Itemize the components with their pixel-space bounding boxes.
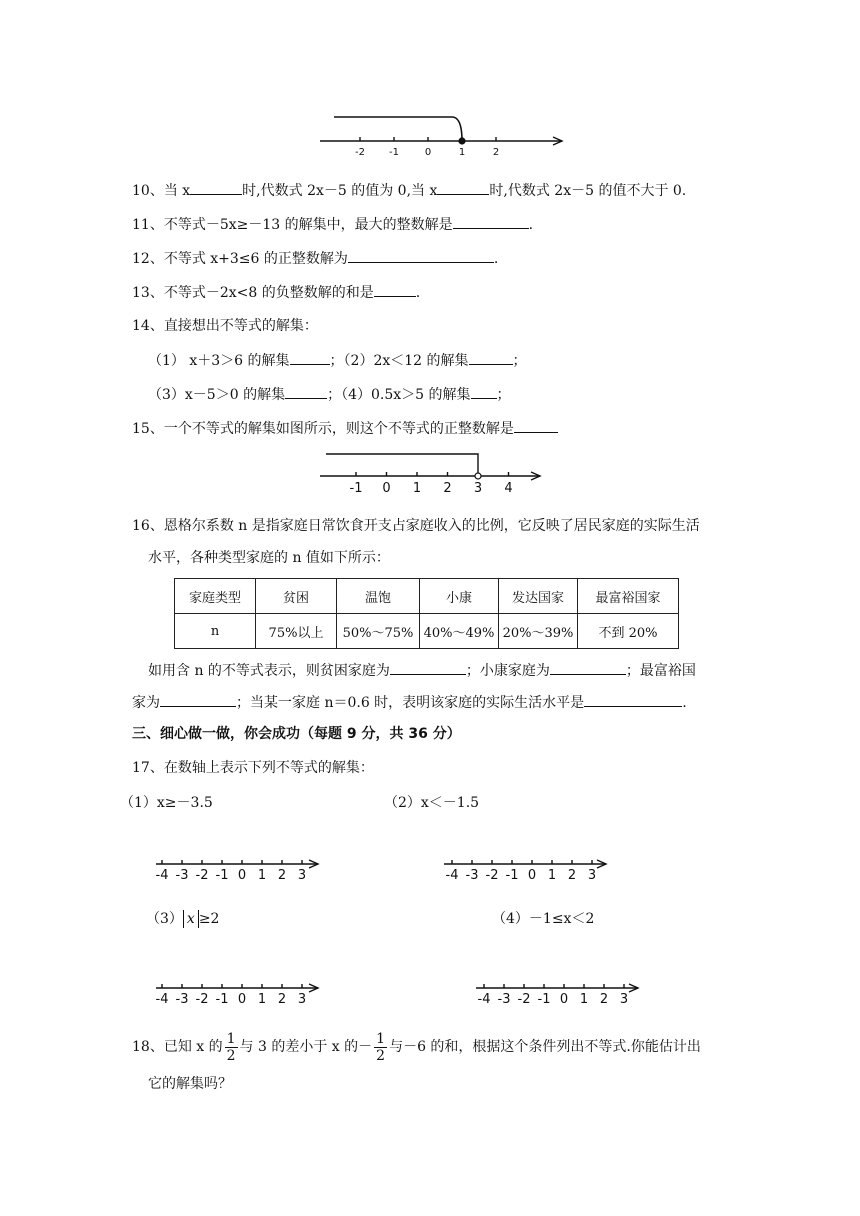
solution-ray xyxy=(326,454,478,472)
solution-ray xyxy=(334,117,462,141)
question-15: 15、一个不等式的解集如图所示，则这个不等式的正整数解是 xyxy=(132,418,558,439)
section-3-title: 三、细心做一做，你会成功（每题 9 分，共 36 分） xyxy=(132,726,461,742)
tick-label: 1 xyxy=(579,992,589,1007)
fraction-half: $\frac{1}{2}$ xyxy=(226,1030,236,1064)
answer-blank[interactable] xyxy=(390,660,466,675)
tick-label: -1 xyxy=(505,868,519,883)
tick-label: 2 xyxy=(567,868,577,883)
tick-label: 3 xyxy=(297,868,307,883)
tick-label: 1 xyxy=(458,147,466,158)
tick-label: -2 xyxy=(517,992,531,1007)
table-cell: 50%～75% xyxy=(337,614,420,649)
answer-blank[interactable] xyxy=(453,214,529,229)
question-17-part2: （2）x＜－1.5 xyxy=(384,795,480,811)
tick-label: -4 xyxy=(155,992,169,1007)
tick-label: -3 xyxy=(175,868,189,883)
tick-label: 3 xyxy=(473,481,483,496)
absolute-value: x xyxy=(183,910,199,928)
tick-label: -4 xyxy=(445,868,459,883)
tick-label: 3 xyxy=(619,992,629,1007)
table-header: 贫困 xyxy=(256,579,337,614)
answer-blank[interactable] xyxy=(550,660,626,675)
tick-label: -3 xyxy=(175,992,189,1007)
table-cell: 20%～39% xyxy=(499,614,578,649)
table-cell: 75%以上 xyxy=(256,614,337,649)
tick-label: 1 xyxy=(257,992,267,1007)
question-16-ask2: 家为 ；当某一家庭 n＝0.6 时，表明该家庭的实际生活水平是 . xyxy=(132,692,687,713)
table-cell: 不到 20% xyxy=(578,614,679,649)
tick-label: -3 xyxy=(497,992,511,1007)
tick-label: -1 xyxy=(389,147,399,158)
answer-blank[interactable] xyxy=(584,692,682,707)
tick-label: 2 xyxy=(277,868,287,883)
table-row xyxy=(175,579,679,614)
question-14-title: 14、直接想出不等式的解集： xyxy=(132,318,318,334)
tick-label: 3 xyxy=(587,868,597,883)
tick-label: -2 xyxy=(355,147,365,158)
question-10: 10、当 x 时,代数式 2x－5 的值为 0,当 x 时,代数式 2x－5 的值不大于 0. xyxy=(132,180,686,201)
tick-label: -2 xyxy=(485,868,499,883)
answer-blank[interactable] xyxy=(437,180,489,195)
tick-label: 2 xyxy=(599,992,609,1007)
answer-blank[interactable] xyxy=(160,692,236,707)
tick-label: 0 xyxy=(424,147,432,158)
arrow-head xyxy=(309,860,318,868)
arrow-head xyxy=(629,984,638,992)
question-14-row2: （3）x－5＞0 的解集 ；（4）0.5x＞5 的解集 ； xyxy=(148,384,511,405)
tick-label: -1 xyxy=(215,868,229,883)
tick-label: 0 xyxy=(559,992,569,1007)
answer-blank[interactable] xyxy=(471,384,497,399)
tick-label: -4 xyxy=(477,992,491,1007)
arrow-head xyxy=(309,984,318,992)
tick-label: 0 xyxy=(237,992,247,1007)
tick-label: -1 xyxy=(215,992,229,1007)
table-row xyxy=(175,614,679,649)
question-17-part1: （1）x≥－3.5 xyxy=(120,795,213,811)
question-14-row1: （1） x＋3＞6 的解集 ；（2）2x＜12 的解集 ； xyxy=(148,350,527,371)
question-17-title: 17、在数轴上表示下列不等式的解集： xyxy=(132,760,374,776)
tick-label: -3 xyxy=(465,868,479,883)
tick-label: 0 xyxy=(382,481,391,496)
fraction-half: $\frac{1}{2}$ xyxy=(376,1030,386,1064)
question-17-part4: （4）－1≤x＜2 xyxy=(492,911,595,927)
answer-blank[interactable] xyxy=(290,350,330,365)
closed-endpoint xyxy=(459,138,465,144)
question-12: 12、不等式 x+3≤6 的正整数解为 . xyxy=(132,248,498,269)
table-cell: 40%～49% xyxy=(420,614,499,649)
tick-label: 2 xyxy=(277,992,287,1007)
table-header: 最富裕国家 xyxy=(578,579,679,614)
question-16-line2: 水平，各种类型家庭的 n 值如下所示： xyxy=(148,550,390,566)
tick-label: 0 xyxy=(237,868,247,883)
answer-blank[interactable] xyxy=(469,350,513,365)
question-18-line2: 它的解集吗？ xyxy=(148,1076,232,1092)
tick-label: -1 xyxy=(537,992,551,1007)
tick-label: 2 xyxy=(492,147,500,158)
open-endpoint xyxy=(475,473,481,479)
tick-label: 2 xyxy=(443,481,452,496)
tick-label: -4 xyxy=(155,868,169,883)
question-16-ask1: 如用含 n 的不等式表示，则贫困家庭为 ；小康家庭为 ；最富裕国 xyxy=(148,660,696,681)
table-header: 小康 xyxy=(420,579,499,614)
tick-label: 1 xyxy=(257,868,267,883)
tick-label: -1 xyxy=(349,481,363,496)
answer-blank[interactable] xyxy=(190,180,242,195)
engel-table xyxy=(174,578,679,649)
arrow-head xyxy=(597,860,606,868)
question-11: 11、不等式－5x≥－13 的解集中，最大的整数解是 . xyxy=(132,214,533,235)
arrow-head xyxy=(531,472,540,480)
tick-label: 1 xyxy=(412,481,422,496)
question-16-line1: 16、恩格尔系数 n 是指家庭日常饮食开支占家庭收入的比例，它反映了居民家庭的实际生活 xyxy=(132,518,700,534)
table-cell: n xyxy=(175,614,256,649)
answer-blank[interactable] xyxy=(348,248,494,263)
tick-label: 4 xyxy=(504,481,513,496)
tick-label: -2 xyxy=(195,868,209,883)
table-header: 家庭类型 xyxy=(175,579,256,614)
arrow-head xyxy=(553,137,562,145)
answer-blank[interactable] xyxy=(374,282,416,297)
table-header: 发达国家 xyxy=(499,579,578,614)
question-18-line1: 18、已知 x 的 $\frac{1}{2}$ 与 3 的差小于 x 的－ $\frac{1}{2}$ 与－6 的和，根据这个条件列出不等式.你能估计出 xyxy=(132,1030,701,1064)
tick-label: 1 xyxy=(547,868,557,883)
answer-blank[interactable] xyxy=(285,384,327,399)
question-13: 13、不等式－2x<8 的负整数解的和是 . xyxy=(132,282,420,303)
question-17-part3: （3） x ≥2 xyxy=(146,911,220,927)
tick-label: 0 xyxy=(527,868,537,883)
table-header: 温饱 xyxy=(337,579,420,614)
tick-label: 3 xyxy=(297,992,307,1007)
answer-blank[interactable] xyxy=(514,418,558,433)
tick-label: -2 xyxy=(195,992,209,1007)
